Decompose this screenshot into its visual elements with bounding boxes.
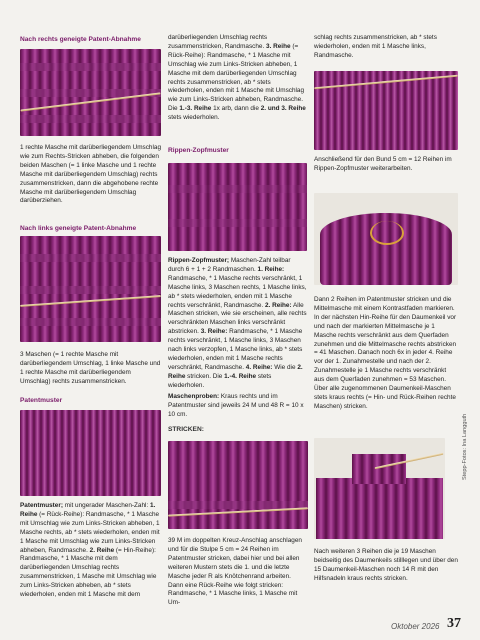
knitting-needle — [20, 295, 161, 307]
paragraph-cuff: Anschließend für den Bund 5 cm = 12 Reihen im Rippen-Zopfmuster weiterarbeiten. — [314, 156, 452, 172]
photo-knitting-start — [168, 441, 308, 529]
page-number: 37 — [447, 616, 461, 631]
paragraph-thumb-rows: Nach weiteren 3 Reihen die je 19 Maschen beidseitig des Daumenkeils stilllegen und über den 15 Daumenkeil-Maschen noch 14 R mit den Hilfsnadeln kraus rechts stricken. — [314, 548, 458, 582]
photo-rib-cable — [168, 163, 307, 251]
paragraph-patent-pattern: Patentmuster; mit ungerader Maschen-Zahl: 1. Reihe (= Rück-Reihe): Randmasche, * 1 Masche mit Umschlag wie zum Links-Stricken abheben, 1 Masche rechts, ab * stets wiederholen, enden mit 1 Masche mit Umschlag wie zum Links-Stricken abheben, Randmasche. 2. Reihe (= Hin-Reihe): Randmasche, * 1 Masche mit dem darüberliegenden Umschlag rechts zusammenstricken, 1 Masche mit Umschlag wie zum Links-Stricken abheben, ab * stets wiederholen, enden mit 1 Masche mit dem — [20, 502, 160, 599]
paragraph-rib-cable: Rippen-Zopfmuster; Maschen-Zahl teilbar durch 6 + 1 + 2 Randmaschen. 1. Reihe: Randmasche, * 1 Masche rechts verschränkt, 1 Masche links, 3 Maschen rechts, 1 Masche links, ab * stets wiederholen, enden mit 1 Masche rechts verschränkt, Randmasche. 2. Reihe: Alle Maschen stricken, wie sie erscheinen, alle rechts verschränkten Maschen links verschränkt abstricken. 3. Reihe: Randmasche, * 1 Masche rechts verschränkt, 1 Masche links, 3 Maschen nach links verzopfen, 1 Masche links, ab * stets wiederholen, enden mit 1 Masche rechts verschränkt, Randmasche. 4. Reihe: Wie die 2. Reihe stricken. Die 1.-4. Reihe stets wiederholen. — [168, 257, 307, 389]
heading-knitting: STRICKEN: — [168, 426, 204, 433]
photo-thumb-stitches — [314, 438, 445, 539]
heading-rib-cable: Rippen-Zopfmuster — [168, 147, 229, 154]
heading-patent-pattern: Patentmuster — [20, 397, 63, 404]
paragraph-gauge: Maschenproben: Kraus rechts und im Patentmuster sind jeweils 24 M und 48 R = 10 x 10 cm. — [168, 393, 304, 418]
photo-thumb-gusset — [314, 193, 458, 285]
paragraph-thumb-increase: Dann 2 Reihen im Patentmuster stricken und die Mittelmasche mit einem Kontrastfaden markieren. In der nächsten Hin-Reihe für den Daumenkeil vor und nach der markierten Mittelmasche je 1 Masche rechts verschränkt aus dem Querfaden zunehmen und die Mittelmasche rechts abstricken = 41 Maschen. Danach noch 6x in jeder 4. Reihe vor der 1. Zunahmestelle und nach der 2. Zunahmestelle je 1 Masche rechts verschränkt aus dem Querfaden zunehmen = 53 Maschen. Über alle zugenommenen Daumenkeil-Maschen stets kraus rechts (= Hin- und Rück-Reihen rechte Maschen) stricken. — [314, 296, 457, 410]
photo-left-decrease — [20, 236, 161, 342]
paragraph-rib-end: schlag rechts zusammenstricken, ab * stets wiederholen, enden mit 1 Masche links, Randmasche. — [314, 34, 437, 59]
photo-right-decrease — [20, 49, 161, 136]
footer-month: Oktober 2026 — [391, 622, 440, 631]
paragraph-cast-on: 39 M im doppelten Kreuz-Anschlag anschlagen und für die Stulpe 5 cm = 24 Reihen im Patentmuster stricken, dabei hier und bei allen weiteren Mustern stets die 1. und die letzte Masche jeder R als Knötchenrand arbeiten. Dann eine Rück-Reihe wie folgt stricken: Randmasche, * 1 Masche links, 1 Masche mit Um- — [168, 537, 302, 607]
photo-patent-pattern — [20, 410, 161, 496]
heading-left-decrease: Nach links geneigte Patent-Abnahme — [20, 225, 137, 232]
paragraph-right-decrease: 1 rechte Masche mit darüberliegendem Umschlag wie zum Rechts-Stricken abheben, die folgenden beiden Maschen (= 1 linke Masche und 1 rechte Masche mit darüberliegendem Umschlag) rechts zusammenstricken, dann die abgehobene rechte Masche mit darüberliegendem Umschlag darüberziehen. — [20, 144, 162, 205]
paragraph-patent-continued: darüberliegenden Umschlag rechts zusammenstricken, Randmasche. 3. Reihe (= Rück-Reihe): Randmasche, * 1 Masche mit Umschlag wie zum Links-Stricken abheben, 1 Masche mit dem darüberliegenden Umschlag rechts zusammenstricken, ab * stets wiederholen, enden mit 1 Masche mit Umschlag wie zum Links-Stricken abheben, Randmasche. Die 1.-3. Reihe 1x arb, dann die 2. und 3. Reihe stets wiederholen. — [168, 34, 306, 122]
heading-right-decrease: Nach rechts geneigte Patent-Abnahme — [20, 36, 141, 43]
paragraph-left-decrease: 3 Maschen (= 1 rechte Masche mit darüberliegendem Umschlag, 1 linke Masche und 1 rechte Masche mit darüberliegendem Umschlag) rechts zusammenstricken. — [20, 351, 161, 385]
photo-cuff — [314, 71, 458, 150]
knitting-needle — [314, 75, 458, 90]
photo-credit: Stepp-Fotos: Ina Langguth — [462, 413, 468, 480]
